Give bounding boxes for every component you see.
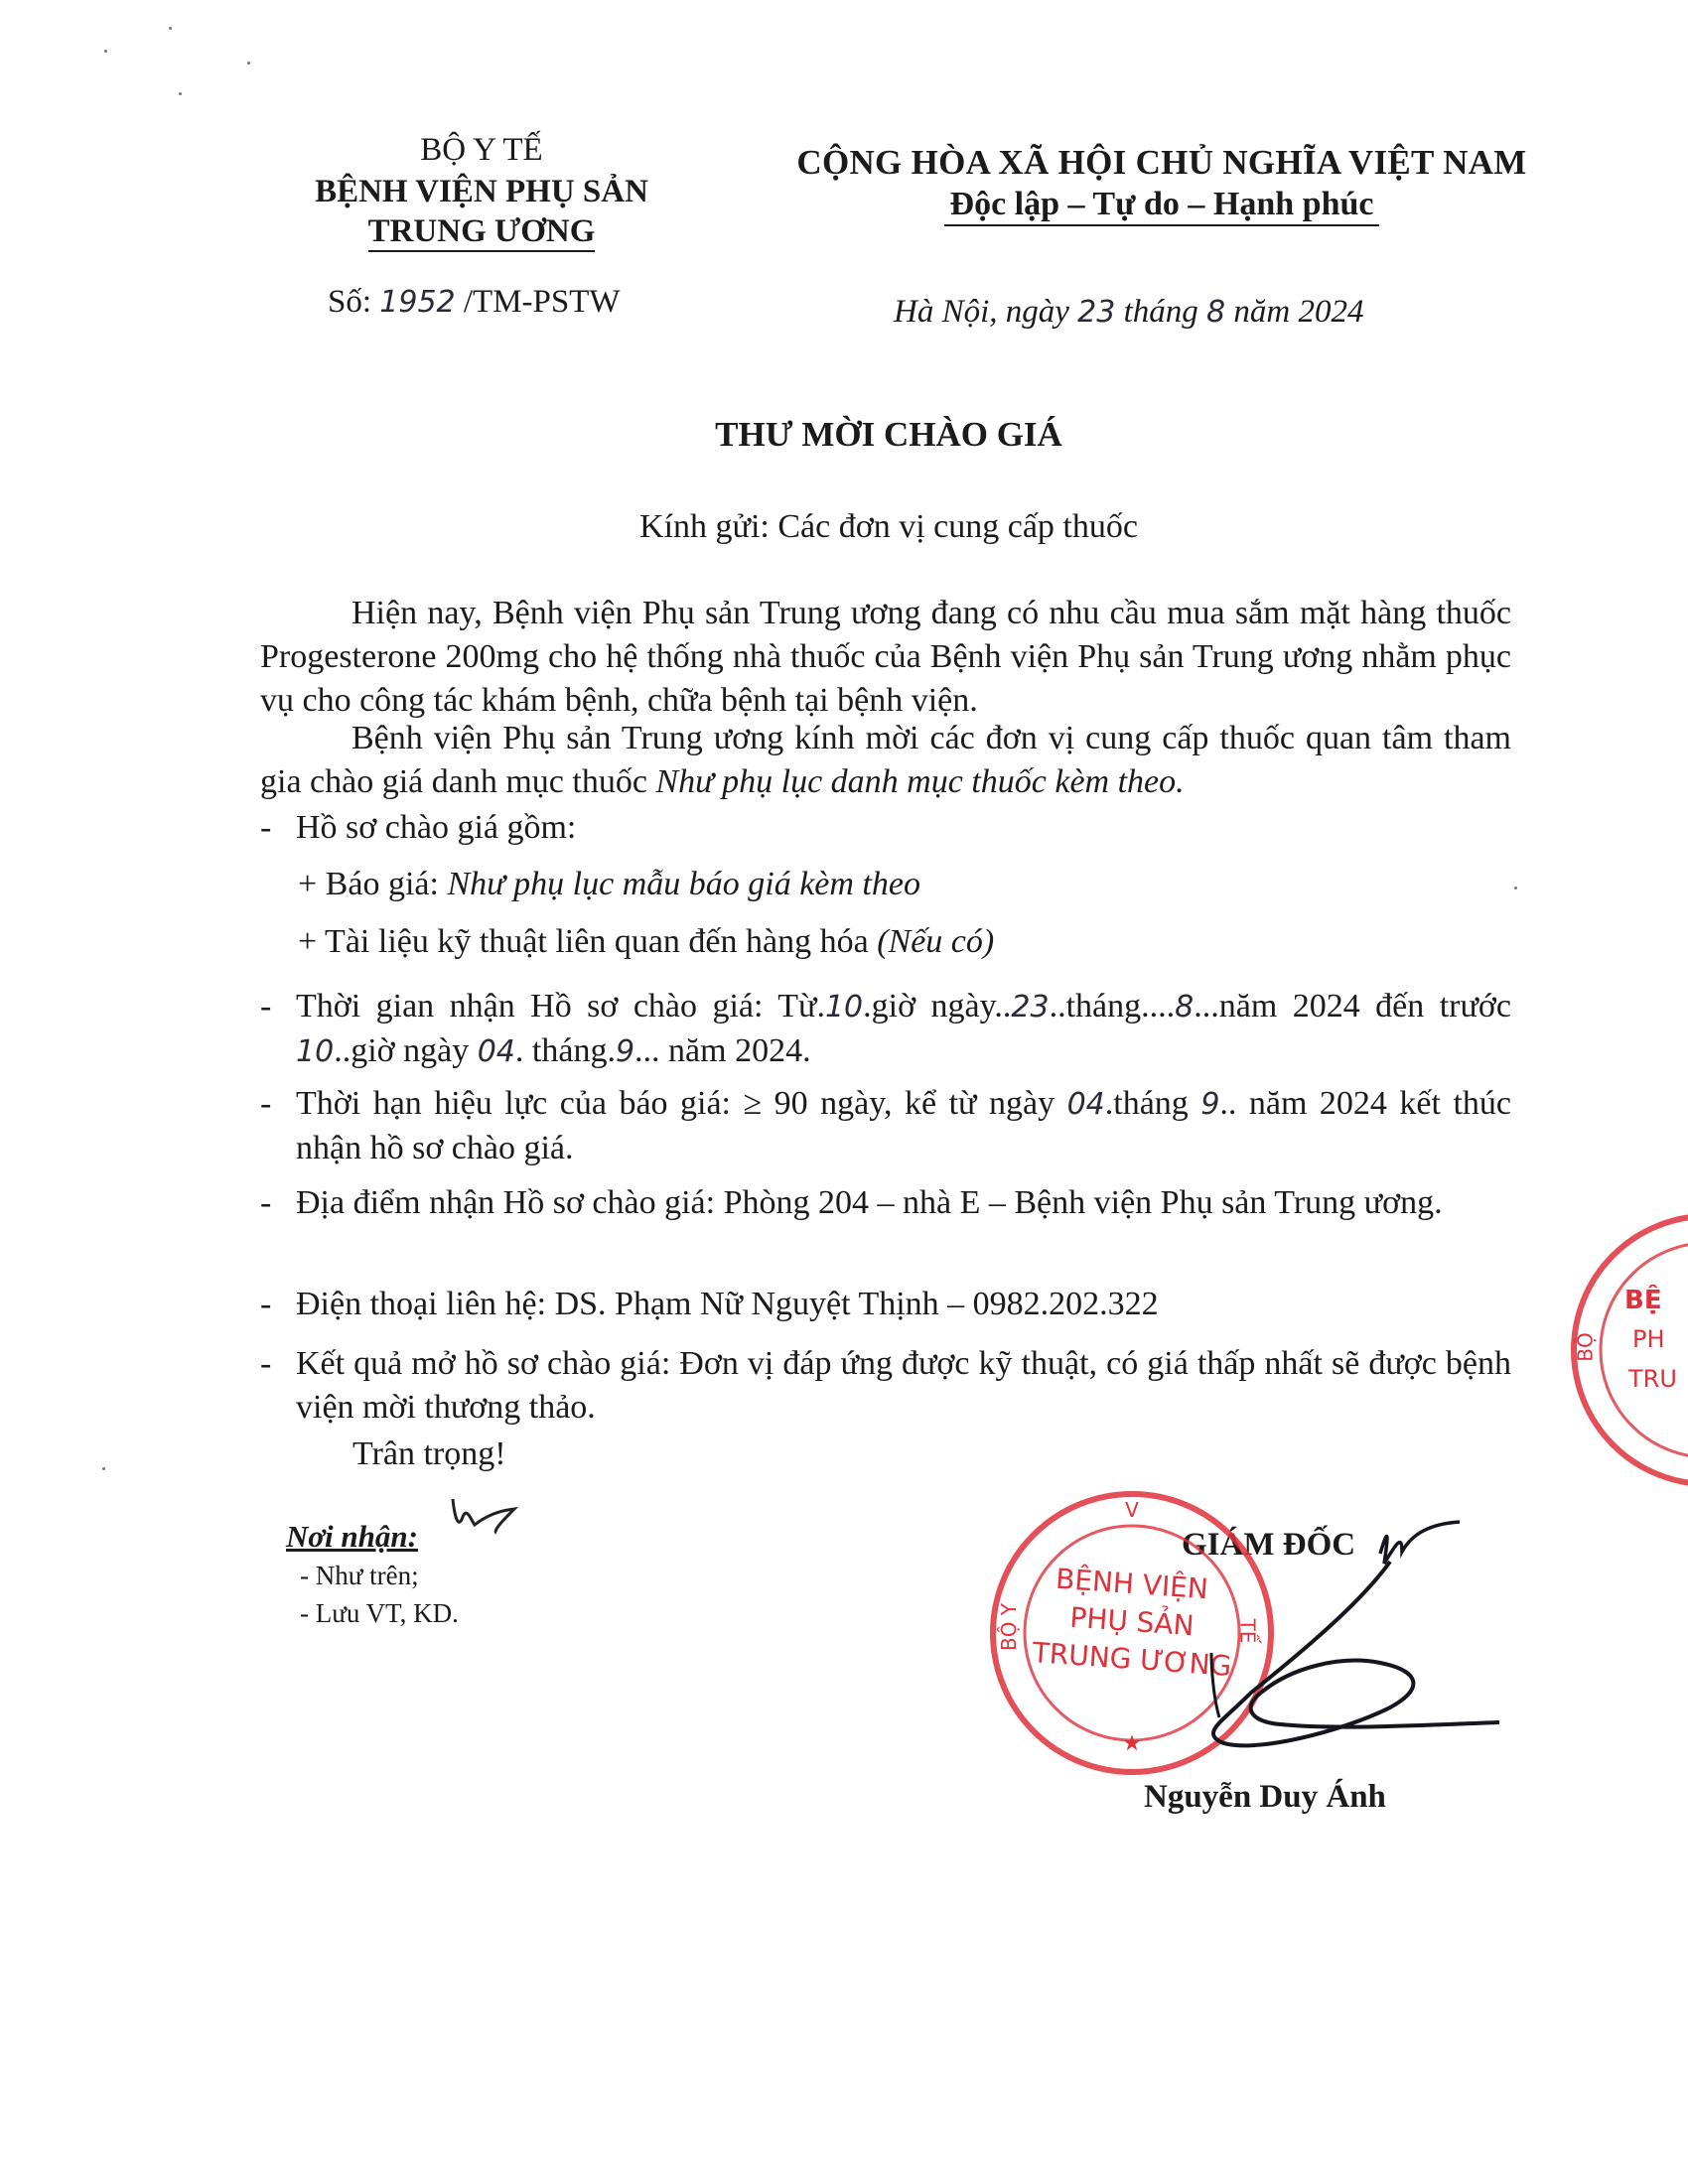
hospital-name-line2-wrap [238,212,725,258]
nation-title: CỘNG HÒA XÃ HỘI CHỦ NGHĨA VIỆT NAM [796,143,1527,182]
document-number: Số: 1952 /TM-PSTW [328,284,621,320]
signatory-role: GIÁM ĐỐC [1182,1527,1356,1563]
side-stamp-ring: BỘ [1573,1332,1598,1362]
sub-item-technical-docs: + Tài liệu kỹ thuật liên quan đến hàng hóa (Nếu có) [298,923,995,960]
scan-speck [104,50,107,53]
recipients-label: Nơi nhận: [286,1519,418,1554]
stamp-star: ★ [1122,1730,1142,1755]
stamp-line3: TRUNG ƯƠNG [1031,1636,1233,1683]
stamp-line2: PHỤ SẢN [1068,1600,1196,1643]
document-title: THƯ MỜI CHÀO GIÁ [715,415,1062,454]
scan-speck [179,92,182,95]
handwritten-doc-number: 1952 [379,285,456,320]
initials-mark [445,1489,544,1549]
handwritten-month: 8 [1206,295,1226,330]
header-left [238,129,725,258]
signatory-name: Nguyễn Duy Ánh [1144,1779,1386,1815]
body-paragraph-1: Hiện nay, Bệnh viện Phụ sản Trung ương đang có nhu cầu mua sắm mặt hàng thuốc Progesterone 200mg cho hệ thống nhà thuốc của Bệnh viện Phụ sản Trung ương nhằm phục vụ cho công tác khám bệnh, chữa bệnh tại bệnh viện. [260,595,1511,719]
salutation: Kính gửi: Các đơn vị cung cấp thuốc [639,508,1138,545]
recipient-item: - Lưu VT, KD. [300,1598,459,1628]
handwritten-day: 23 [1077,295,1116,330]
side-stamp-line3: TRU [1628,1365,1677,1393]
side-stamp-line1: BỆ [1624,1286,1662,1315]
body-paragraph-2: Bệnh viện Phụ sản Trung ương kính mời các đơn vị cung cấp thuốc quan tâm tham gia chào giá danh mục thuốc Như phụ lục danh mục thuốc kèm theo. [260,720,1511,800]
stamp-ring-left: BỘ Y [997,1602,1022,1652]
stamp-ring-top: V [1125,1498,1139,1522]
hospital-name-line1: BỆNH VIỆN PHỤ SẢN [315,174,648,209]
stamp-line1: BỆNH VIỆN [1055,1562,1209,1606]
scan-speck [169,27,172,30]
side-stamp-line2: PH [1632,1325,1665,1353]
scan-speck [1514,887,1517,889]
national-motto: Độc lập – Tự do – Hạnh phúc [944,185,1380,226]
hospital-name-line2: TRUNG ƯƠNG [368,212,596,252]
stamp-ring-right: TẾ [1235,1618,1260,1644]
scan-speck [247,62,250,65]
side-stamp-partial [1559,1206,1688,1494]
handwritten-signature [1142,1494,1509,1762]
place-date: Hà Nội, ngày 23 tháng 8 năm 2024 [894,294,1364,330]
ministry-name: BỘ Y TẾ [420,132,543,168]
closing-regards: Trân trọng! [352,1435,506,1472]
motto-wrap [715,185,1609,232]
scan-speck [102,1467,105,1470]
sub-item-quotation: + Báo giá: Như phụ lục mẫu báo giá kèm theo [298,866,920,902]
recipient-item: - Như trên; [300,1561,419,1590]
header-right [715,141,1609,232]
